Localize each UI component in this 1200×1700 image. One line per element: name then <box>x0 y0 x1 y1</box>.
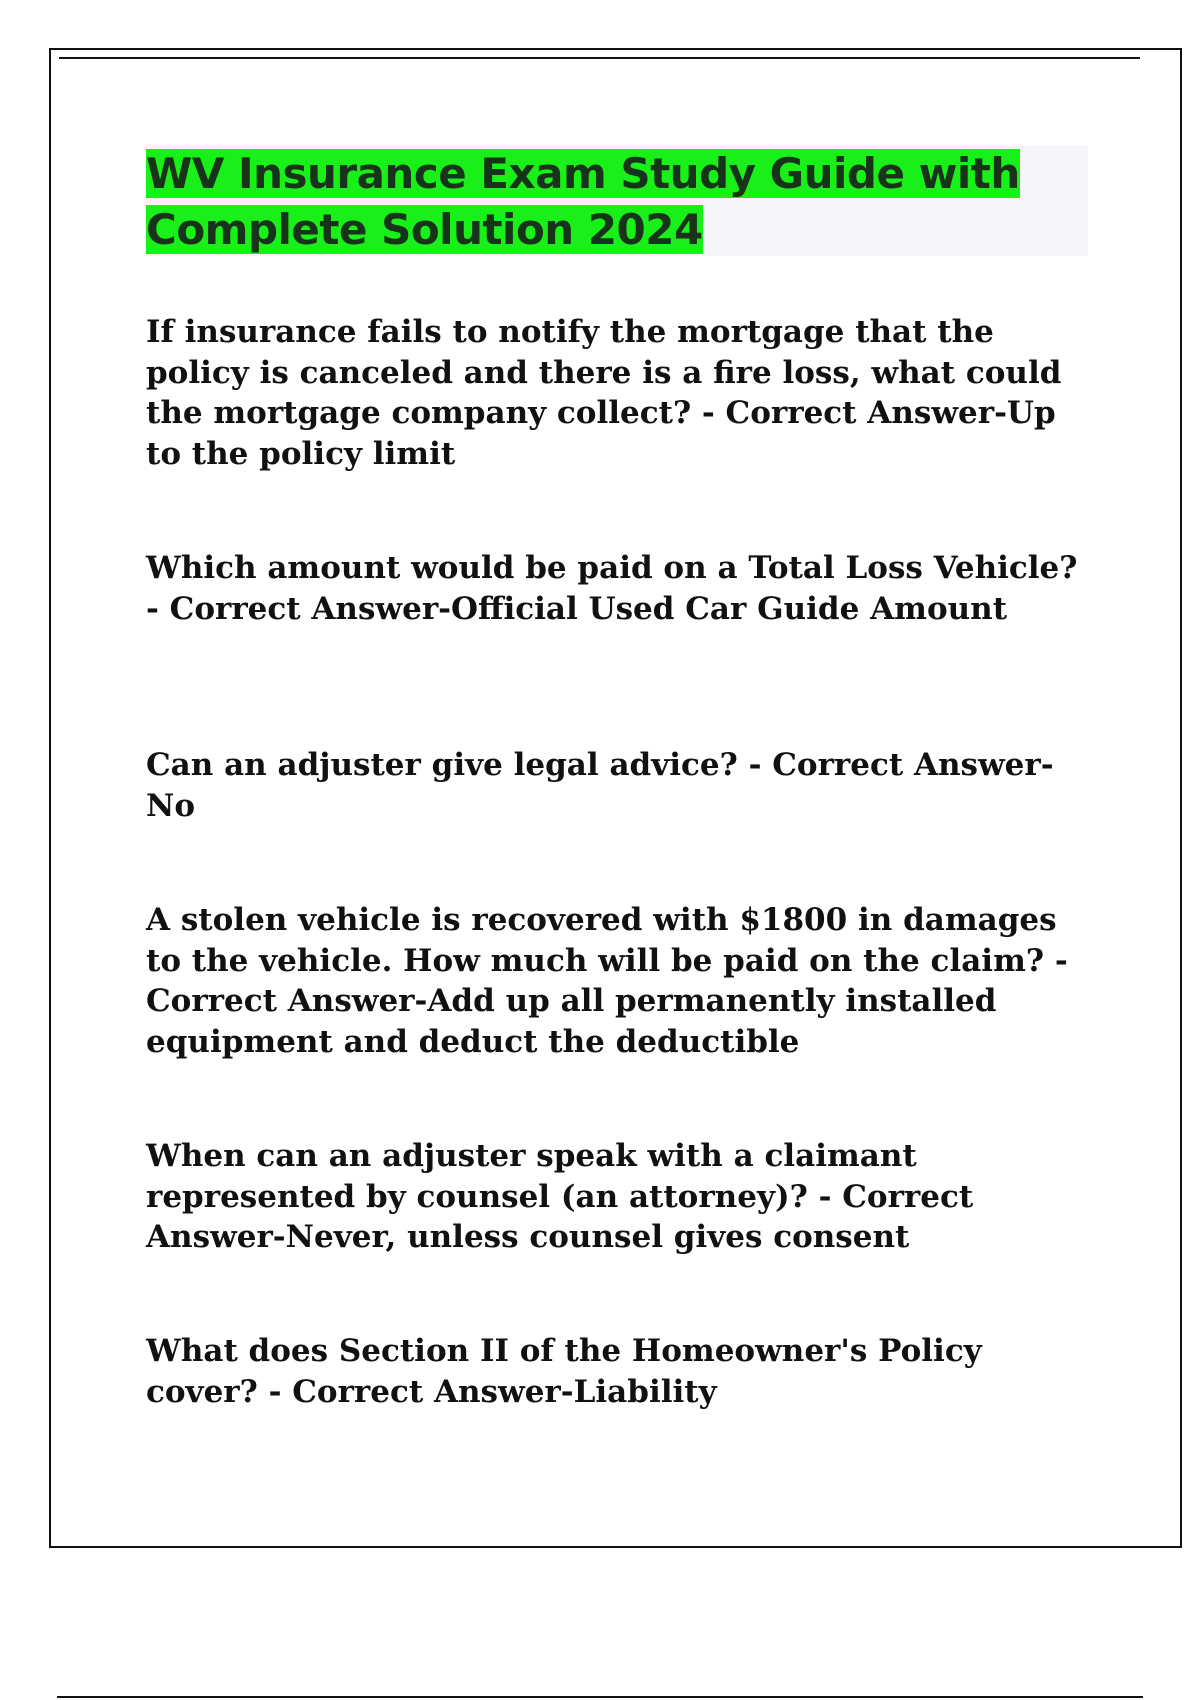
qa-item-2: Which amount would be paid on a Total Loss Vehicle? - Correct Answer-Official Used Car Guide Amount <box>146 550 1078 627</box>
qa-item-5: When can an adjuster speak with a claimant represented by counsel (an attorney)? - Correct Answer-Never, unless counsel gives consent <box>146 1138 974 1255</box>
document-title <box>146 146 1088 258</box>
qa-item-1: If insurance fails to notify the mortgage that the policy is canceled and there is a fire loss, what could the mortgage company collect? - Correct Answer-Up to the policy limit <box>146 314 1062 472</box>
qa-item-3: Can an adjuster give legal advice? - Correct Answer-No <box>146 747 1054 824</box>
document-title-text: WV Insurance Exam Study Guide with Complete Solution 2024 <box>146 149 1020 254</box>
top-rule <box>59 57 1140 59</box>
title-block <box>146 146 1088 256</box>
bottom-rule <box>57 1696 1143 1698</box>
qa-item-6: What does Section II of the Homeowner's Policy cover? - Correct Answer-Liability <box>146 1333 982 1410</box>
qa-item-4: A stolen vehicle is recovered with $1800 in damages to the vehicle. How much will be paid on the claim? - Correct Answer-Add up all permanently installed equipment and deduct the deductible <box>146 902 1068 1060</box>
